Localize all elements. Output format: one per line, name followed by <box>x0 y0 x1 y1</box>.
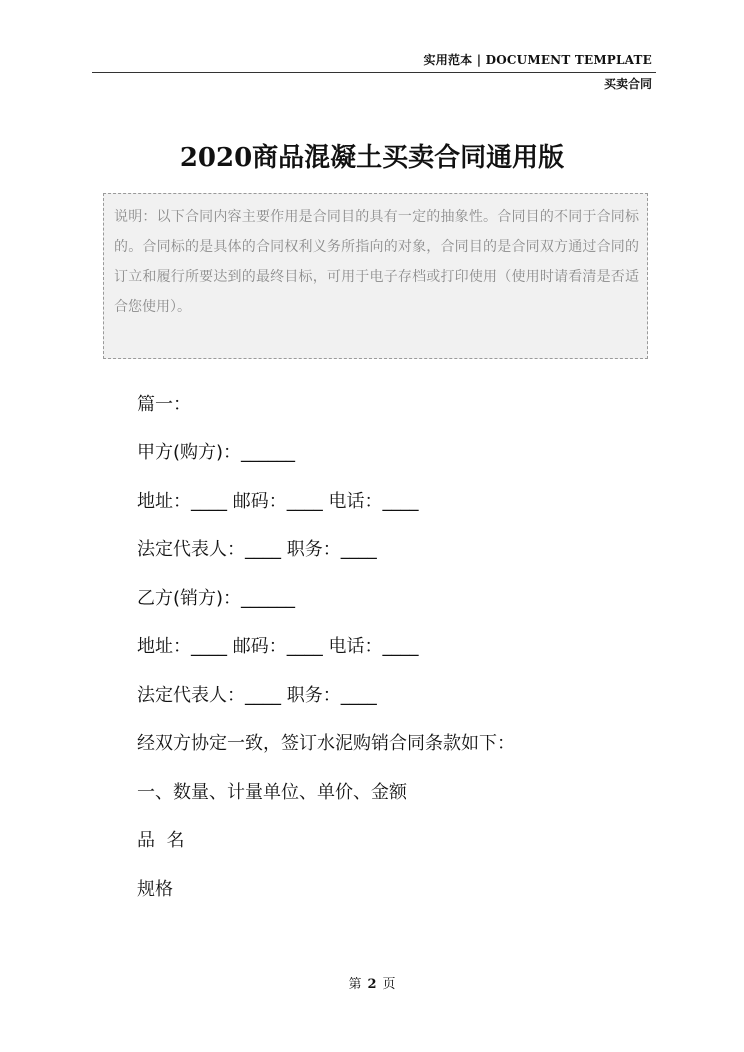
page-footer <box>0 976 744 994</box>
footer-suffix: 页 <box>382 977 396 992</box>
clause-one-heading: 一、数量、计量单位、单价、金额 <box>137 782 407 803</box>
specification-label: 规格 <box>137 879 173 900</box>
section-heading: 篇一： <box>137 394 191 415</box>
party-b-address-line: 地址：____ 邮码：____ 电话：____ <box>137 636 419 657</box>
party-a-representative-line: 法定代表人：____ 职务：____ <box>137 539 377 560</box>
page-number: 2 <box>367 977 377 992</box>
product-name-label: 品 名 <box>137 830 185 851</box>
party-a-line: 甲方(购方)：______ <box>137 442 296 463</box>
header-category-label: 买卖合同 <box>603 77 652 91</box>
party-a-address-line: 地址：____ 邮码：____ 电话：____ <box>137 491 419 512</box>
agreement-intro-line: 经双方协定一致，签订水泥购销合同条款如下： <box>137 733 515 754</box>
document-title: 2020商品混凝土买卖合同通用版 <box>179 143 565 173</box>
footer-prefix: 第 <box>348 977 362 992</box>
notice-text: 说明：以下合同内容主要作用是合同目的具有一定的抽象性。合同目的不同于合同标的。合同标的是具体的合同权利义务所指向的对象，合同目的是合同双方通过合同的订立和履行所要达到的最终目标，可用于电子存档或打印使用（使用时请看清是否适合您使用）。 <box>114 209 639 315</box>
header-divider <box>92 72 656 73</box>
notice-box <box>103 193 648 359</box>
party-b-line: 乙方(销方)：______ <box>137 588 296 609</box>
header-template-label: 实用范本 | DOCUMENT TEMPLATE <box>423 53 652 67</box>
party-b-representative-line: 法定代表人：____ 职务：____ <box>137 685 377 706</box>
